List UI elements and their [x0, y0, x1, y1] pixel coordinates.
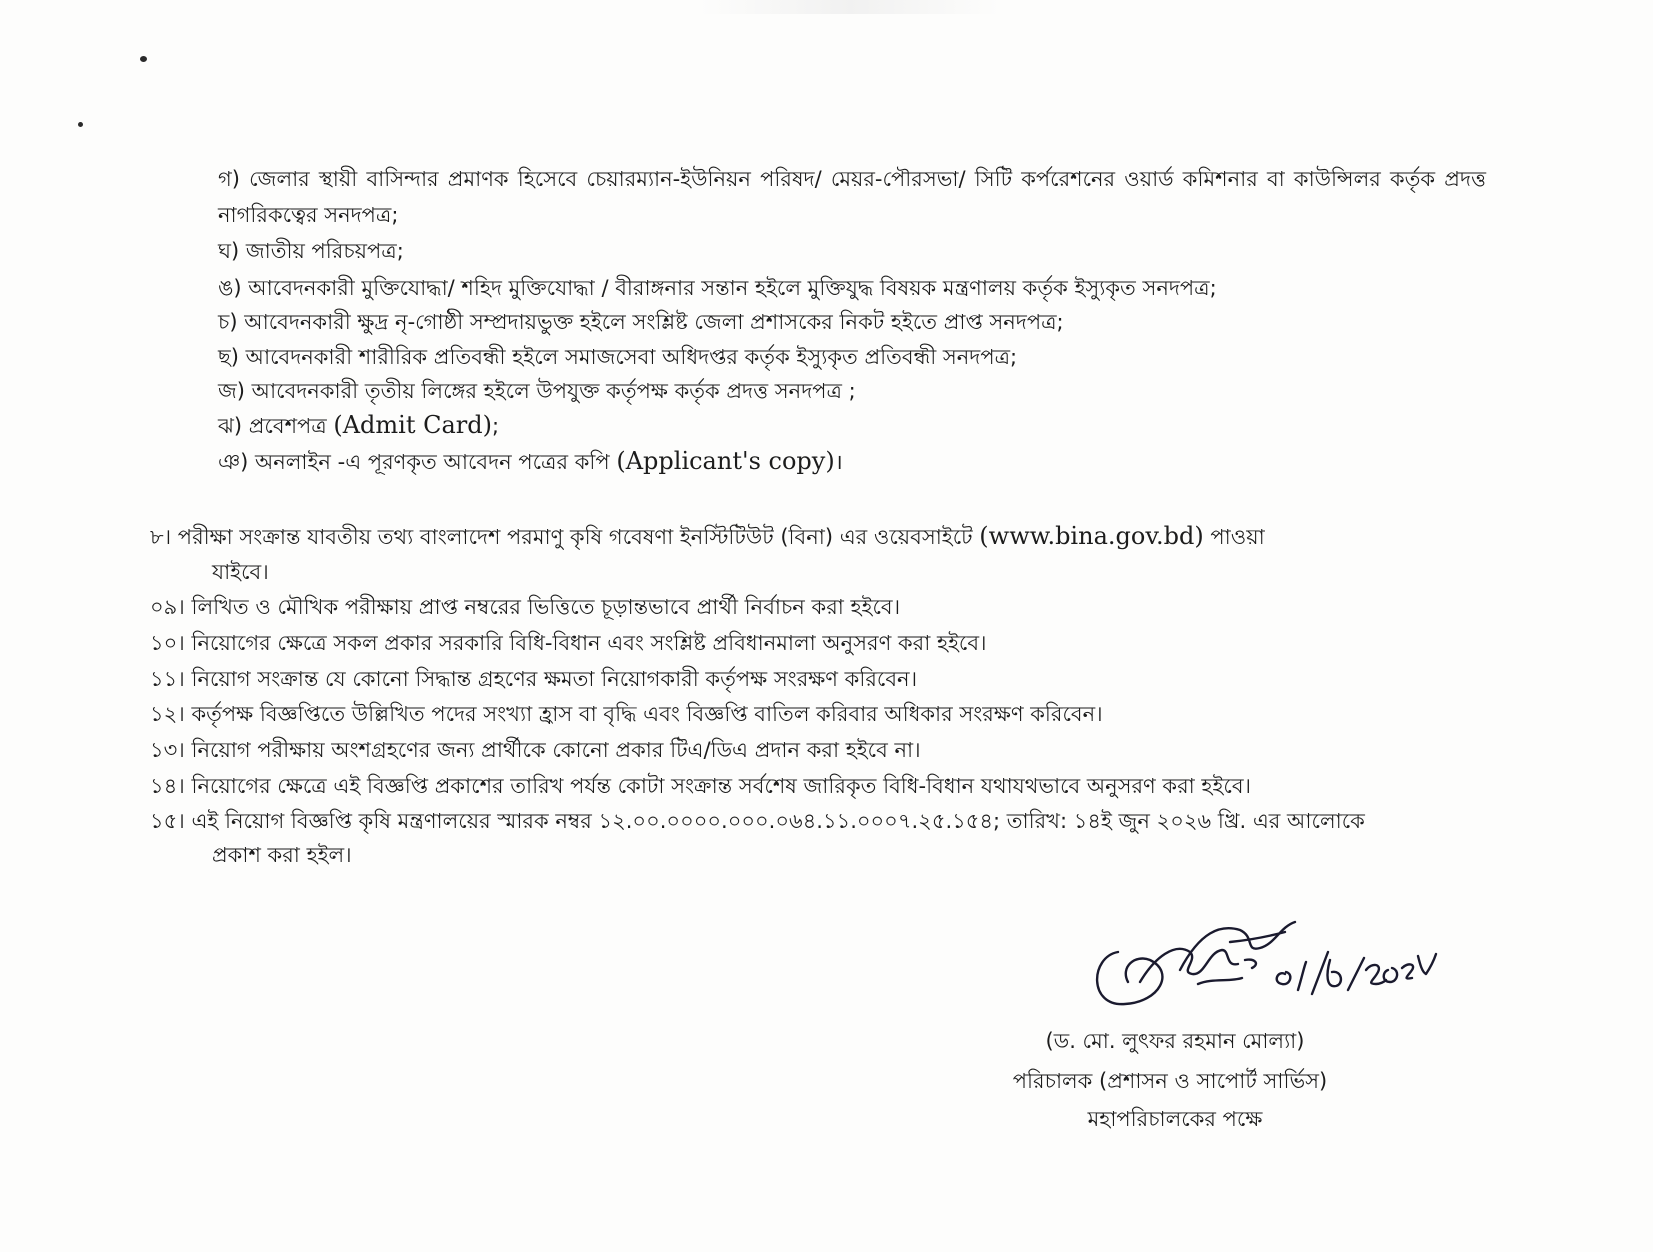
signatory-name: (ড. মো. লুৎফর রহমান মোল্যা): [1045, 1029, 1305, 1053]
signatory-on-behalf: মহাপরিচালকের পক্ষে: [1087, 1107, 1263, 1131]
item-15-continuation: প্রকাশ করা হইল।: [212, 843, 352, 867]
item-14: ১৪। নিয়োগের ক্ষেত্রে এই বিজ্ঞপ্তি প্রকাশের তারিখ পর্যন্ত কোটা সংক্রান্ত সর্বশেষ জারিকৃত বিধি-বিধান যথাযথভাবে অনুসরণ করা হইবে।: [150, 774, 1252, 798]
website-link-text: (www.bina.gov.bd): [979, 522, 1204, 550]
scan-dot: [78, 122, 83, 127]
item-15: ১৫। এই নিয়োগ বিজ্ঞপ্তি কৃষি মন্ত্রণালয়ের স্মারক নম্বর ১২.০০.০০০০.০০০.০৬৪.১১.০০০৭.২৫.১৫৪; তারিখ: ১৪ই জুন ২০২৬ খ্রি. এর আলোকে: [150, 809, 1365, 833]
sub-item-chha: ছ) আবেদনকারী শারীরিক প্রতিবন্ধী হইলে সমাজসেবা অধিদপ্তর কর্তৃক ইস্যুকৃত প্রতিবন্ধী সনদপত্র;: [218, 345, 1018, 369]
sub-item-nya-text: ঞ) অনলাইন -এ পূরণকৃত আবেদন পত্রের কপি: [218, 450, 617, 474]
applicant-copy-label: (Applicant's copy): [616, 447, 835, 475]
item-13: ১৩। নিয়োগ পরীক্ষায় অংশগ্রহণের জন্য প্রার্থীকে কোনো প্রকার টিএ/ডিএ প্রদান করা হইবে না।: [150, 738, 921, 762]
sub-item-cha: চ) আবেদনকারী ক্ষুদ্র নৃ-গোষ্ঠী সম্প্রদায়ভুক্ত হইলে সংশ্লিষ্ট জেলা প্রশাসকের নিকট হইতে প্রাপ্ত সনদপত্র;: [218, 310, 1064, 334]
signatory-designation: পরিচালক (প্রশাসন ও সাপোর্ট সার্ভিস): [1012, 1069, 1328, 1093]
sub-item-jha: [218, 410, 1486, 441]
handwritten-signature: [1080, 912, 1440, 1022]
item-8-continuation: যাইবে।: [212, 560, 269, 584]
sub-item-jha-suffix: ;: [492, 414, 500, 438]
item-09: ০৯। লিখিত ও মৌখিক পরীক্ষায় প্রাপ্ত নম্বরের ভিত্তিতে চূড়ান্তভাবে প্রার্থী নির্বাচন করা হইবে।: [150, 595, 901, 619]
sub-item-jha-text: ঝ) প্রবেশপত্র: [218, 414, 334, 438]
sub-item-umo: ঙ) আবেদনকারী মুক্তিযোদ্ধা/ শহিদ মুক্তিযোদ্ধা / বীরাঙ্গনার সন্তান হইলে মুক্তিযুদ্ধ বিষয়ক মন্ত্রণালয় কর্তৃক ইস্যুকৃত সনদপত্র;: [218, 276, 1217, 300]
item-8-suffix: পাওয়া: [1203, 525, 1265, 549]
item-10: ১০। নিয়োগের ক্ষেত্রে সকল প্রকার সরকারি বিধি-বিধান এবং সংশ্লিষ্ট প্রবিধানমালা অনুসরণ করা হইবে।: [150, 631, 987, 655]
item-11: ১১। নিয়োগ সংক্রান্ত যে কোনো সিদ্ধান্ত গ্রহণের ক্ষমতা নিয়োগকারী কর্তৃপক্ষ সংরক্ষণ করিবেন।: [150, 667, 918, 691]
admit-card-label: (Admit Card): [333, 411, 492, 439]
scan-dot: [140, 56, 147, 62]
sub-item-nya: [218, 446, 1486, 477]
item-8-text: ৮। পরীক্ষা সংক্রান্ত যাবতীয় তথ্য বাংলাদেশ পরমাণু কৃষি গবেষণা ইনস্টিটিউট (বিনা) এর ওয়েবসাইটে: [150, 525, 980, 549]
item-8: [150, 521, 1486, 552]
item-12: ১২। কর্তৃপক্ষ বিজ্ঞপ্তিতে উল্লিখিত পদের সংখ্যা হ্রাস বা বৃদ্ধি এবং বিজ্ঞপ্তি বাতিল করিবার অধিকার সংরক্ষণ করিবেন।: [150, 702, 1103, 726]
sub-item-nya-suffix: ।: [834, 450, 843, 474]
sub-item-ja: জ) আবেদনকারী তৃতীয় লিঙ্গের হইলে উপযুক্ত কর্তৃপক্ষ কর্তৃক প্রদত্ত সনদপত্র ;: [218, 379, 856, 403]
scan-smudge: [700, 0, 1000, 14]
sub-item-gha: ঘ) জাতীয় পরিচয়পত্র;: [218, 239, 404, 263]
sub-item-ga: গ) জেলার স্থায়ী বাসিন্দার প্রমাণক হিসেবে চেয়ারম্যান-ইউনিয়ন পরিষদ/ মেয়র-পৌরসভা/ সিটি কর্পরেশনের ওয়ার্ড কমিশনার বা কাউন্সিলর কর্তৃক প্রদত্ত নাগরিকত্বের সনদপত্র;: [218, 167, 1486, 227]
